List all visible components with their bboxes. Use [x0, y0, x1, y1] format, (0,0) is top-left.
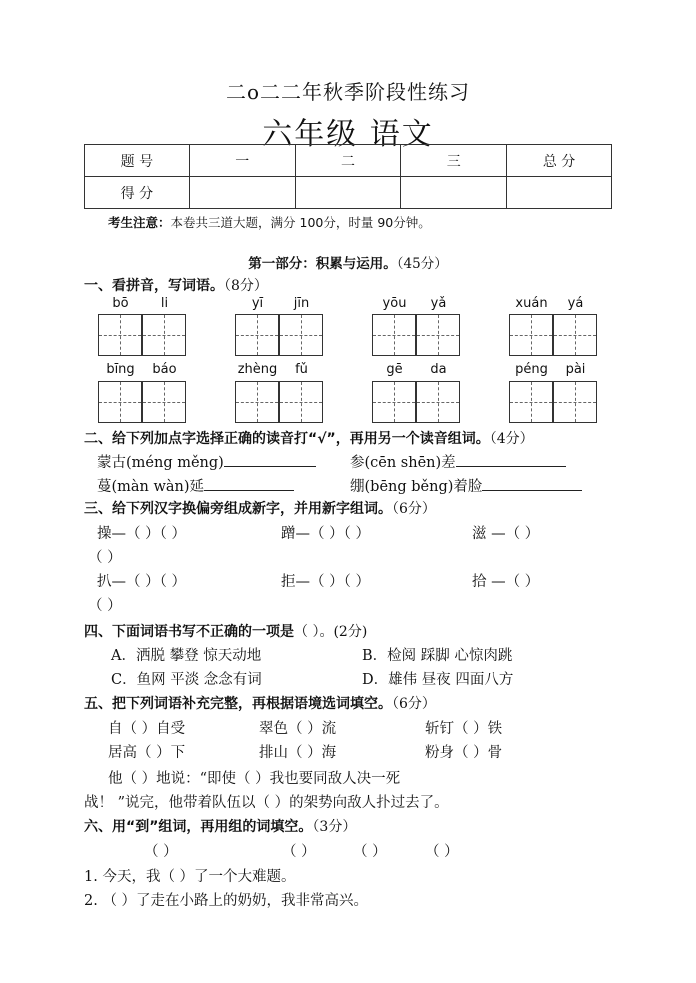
pinyin: da: [430, 362, 447, 377]
q2-item: 参(cēn shēn)差: [350, 451, 566, 472]
score-cell[interactable]: [507, 177, 612, 209]
writing-grid-box[interactable]: [509, 314, 553, 356]
score-cell[interactable]: [295, 177, 401, 209]
q3-title: 三、给下列汉字换偏旁组成新字，并用新字组词。（6分）: [84, 501, 436, 517]
writing-grid-box[interactable]: [142, 314, 186, 356]
pinyin: péng: [515, 362, 548, 377]
q5-item: 居高（ ）下: [108, 745, 186, 761]
score-cell: 一: [189, 145, 295, 177]
q5-title: 五、把下列词语补充完整，再根据语境选词填空。（6分）: [84, 696, 436, 712]
writing-grid-box[interactable]: [98, 314, 142, 356]
pinyin: báo: [152, 362, 177, 377]
writing-grid-box[interactable]: [142, 381, 186, 423]
q3-item: 操—（ ）（ ）: [97, 526, 186, 542]
pinyin: gē: [386, 362, 403, 377]
q6-sentence: 1. 今天，我（ ）了一个大难题。: [84, 869, 296, 885]
writing-grid-box[interactable]: [372, 381, 416, 423]
score-cell: 总 分: [507, 145, 612, 177]
q6-sentence: 2. （ ）了走在小路上的奶奶，我非常高兴。: [84, 893, 369, 909]
exam-subtitle: 六年级 语文: [262, 117, 434, 152]
q2-item: 蔓(màn wàn)延: [97, 475, 294, 496]
q3-item: 扒—（ ）（ ）: [97, 574, 186, 590]
score-cell: 题 号: [85, 145, 190, 177]
q1-title: 一、看拼音，写词语。（8分）: [84, 278, 268, 294]
answer-blank[interactable]: （ ）: [144, 844, 178, 860]
q3-item: 拒—（ ）（ ）: [281, 574, 370, 590]
pinyin: bīng: [106, 362, 135, 377]
score-cell: 得 分: [85, 177, 190, 209]
score-table-score-row: [85, 177, 612, 209]
q5-sentence: 他（ ）地说：“即使（ ）我也要同敌人决一死: [108, 771, 401, 787]
pinyin: zhèng: [237, 362, 278, 377]
writing-grid-box[interactable]: [279, 381, 323, 423]
answer-blank[interactable]: [204, 476, 294, 491]
note-text: 本卷共三道大题，满分 100分，时量 90分钟。: [170, 215, 431, 230]
writing-grid-box[interactable]: [372, 314, 416, 356]
q6-title: 六、用“到”组词，再用组的词填空。（3分）: [84, 819, 357, 835]
answer-blank[interactable]: （ ）: [282, 844, 316, 860]
answer-blank[interactable]: [456, 452, 566, 467]
q3-item: （ ）: [88, 598, 122, 614]
pinyin: yǎ: [430, 296, 447, 311]
score-cell: 三: [401, 145, 507, 177]
q3-item: 蹭—（ ）（ ）: [281, 526, 370, 542]
answer-blank[interactable]: （ ）: [353, 844, 387, 860]
writing-grid-box[interactable]: [553, 314, 597, 356]
part1-heading: [0, 252, 696, 272]
writing-grid-box[interactable]: [98, 381, 142, 423]
part1-points: （45分）: [396, 256, 448, 272]
writing-grid-box[interactable]: [509, 381, 553, 423]
part1-title: 第一部分：积累与运用。: [248, 256, 397, 272]
pinyin: pài: [565, 362, 586, 377]
pinyin: xuán: [515, 296, 548, 311]
q2-item: 绷(bēng běng)着脸: [350, 475, 582, 496]
q3-item: （ ）: [88, 550, 122, 566]
score-table: [84, 144, 612, 209]
q4-option[interactable]: B．检阅 踩脚 心惊肉跳: [362, 648, 513, 664]
pinyin: bō: [112, 296, 129, 311]
q4-option[interactable]: C．鱼网 平淡 念念有词: [111, 672, 262, 688]
pinyin: yá: [567, 296, 584, 311]
q2-title: 二、给下列加点字选择正确的读音打“√”，再用另一个读音组词。（4分）: [84, 431, 534, 447]
pinyin: li: [160, 296, 169, 311]
writing-grid-box[interactable]: [553, 381, 597, 423]
q2-item: 蒙古(méng měng): [97, 451, 316, 472]
pinyin: yōu: [382, 296, 407, 311]
note-label: 考生注意：: [108, 215, 171, 230]
q3-item: 滋 —（ ）: [472, 526, 540, 542]
exam-note: [108, 213, 431, 231]
writing-grid-box[interactable]: [235, 381, 279, 423]
q5-item: 斩钉（ ）铁: [425, 721, 503, 737]
score-cell[interactable]: [189, 177, 295, 209]
q5-item: 排山（ ）海: [259, 745, 337, 761]
q3-item: 拾 —（ ）: [472, 574, 540, 590]
pinyin: yī: [251, 296, 264, 311]
q5-sentence: 战！ ”说完，他带着队伍以（ ）的架势向敌人扑过去了。: [84, 795, 449, 811]
q5-item: 翠色（ ）流: [259, 721, 337, 737]
writing-grid-box[interactable]: [416, 314, 460, 356]
answer-blank[interactable]: [482, 476, 582, 491]
score-cell: 二: [295, 145, 401, 177]
pinyin: fǔ: [295, 362, 308, 377]
answer-blank[interactable]: （ ）: [425, 844, 459, 860]
writing-grid-box[interactable]: [235, 314, 279, 356]
exam-title: 二o二二年秋季阶段性练习: [225, 80, 471, 104]
score-cell[interactable]: [401, 177, 507, 209]
q4-option[interactable]: A．洒脱 攀登 惊天动地: [111, 648, 262, 664]
writing-grid-box[interactable]: [416, 381, 460, 423]
q4-option[interactable]: D．雄伟 昼夜 四面八方: [362, 672, 514, 688]
writing-grid-box[interactable]: [279, 314, 323, 356]
q5-item: 自（ ）自受: [108, 721, 186, 737]
pinyin: jīn: [293, 296, 310, 311]
q4-title: 四、下面词语书写不正确的一项是（ ）。(2分): [84, 624, 368, 640]
score-table-header-row: [85, 145, 612, 177]
q5-item: 粉身（ ）骨: [425, 745, 503, 761]
answer-blank[interactable]: [224, 452, 316, 467]
